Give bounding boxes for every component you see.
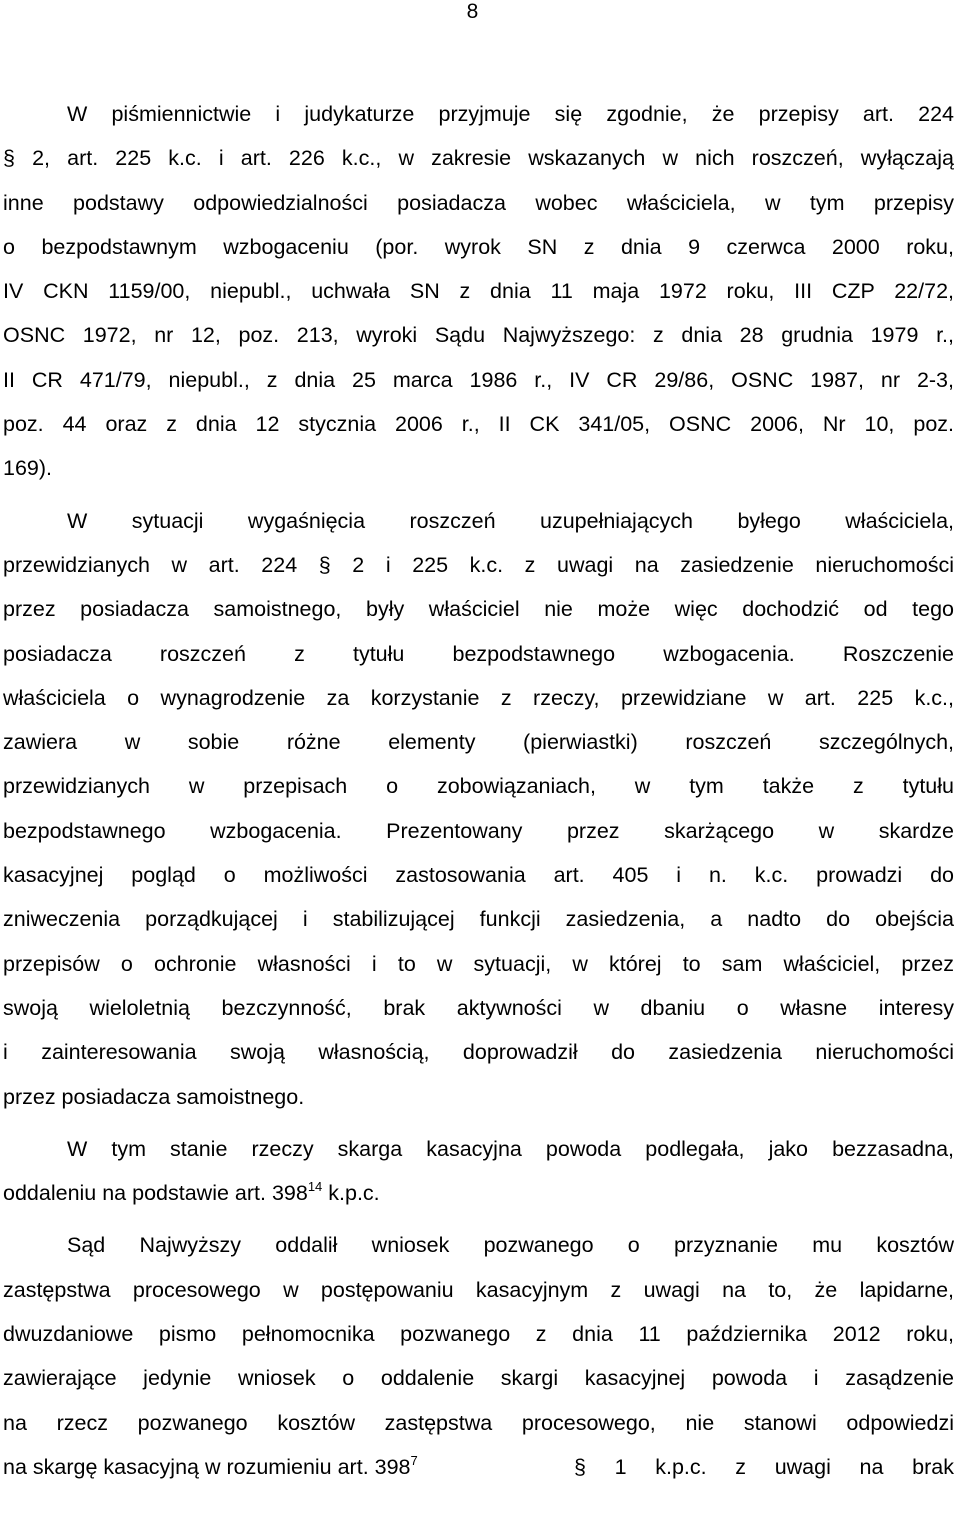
text-line: bezpodstawnego wzbogacenia. Prezentowany przez skarżącego w skardze bbox=[3, 818, 954, 843]
text-line: przewidzianych w przepisach o zobowiązaniach, w tym także z tytułu bbox=[3, 774, 954, 799]
text-line: II CR 471/79, niepubl., z dnia 25 marca 1986 r., IV CR 29/86, OSNC 1987, nr 2-3, bbox=[3, 367, 954, 392]
paragraph bbox=[3, 1223, 954, 1489]
text-line: przez posiadacza samoistnego, były właściciel nie może więc dochodzić od tego bbox=[3, 597, 954, 622]
text-line: przez posiadacza samoistnego. bbox=[3, 1084, 305, 1109]
text-line: 169). bbox=[3, 456, 53, 481]
text-line: posiadacza roszczeń z tytułu bezpodstawnego wzbogacenia. Roszczenie bbox=[3, 641, 954, 666]
word: brak bbox=[912, 1454, 954, 1479]
word: z bbox=[735, 1454, 747, 1479]
text-fragment bbox=[552, 1445, 954, 1489]
text-line: na rzecz pozwanego kosztów zastępstwa procesowego, nie stanowi odpowiedzi bbox=[3, 1410, 954, 1435]
text-line bbox=[3, 1445, 954, 1489]
text-line: właściciela o wynagrodzenie za korzystanie z rzeczy, przewidziane w art. 225 k.c., bbox=[3, 685, 954, 710]
text-line: IV CKN 1159/00, niepubl., uchwała SN z dnia 11 maja 1972 roku, III CZP 22/72, bbox=[3, 279, 954, 304]
text-line: OSNC 1972, nr 12, poz. 213, wyroki Sądu Najwyższego: z dnia 28 grudnia 1979 r., bbox=[3, 323, 954, 348]
text-line: W piśmiennictwie i judykaturze przyjmuje się zgodnie, że przepisy art. 224 bbox=[67, 102, 954, 126]
text-line: przepisów o ochronie własności i to w sytuacji, w której to sam właściciel, przez bbox=[3, 951, 954, 976]
text-line: poz. 44 oraz z dnia 12 stycznia 2006 r., II CK 341/05, OSNC 2006, Nr 10, poz. bbox=[3, 412, 954, 437]
word: uwagi bbox=[774, 1454, 831, 1479]
text-line: zawiera w sobie różne elementy (pierwiastki) roszczeń szczególnych, bbox=[3, 730, 954, 755]
text-line: swoją wieloletnią bezczynność, brak aktywności w dbaniu o własne interesy bbox=[3, 995, 954, 1020]
superscript: 14 bbox=[307, 1179, 323, 1195]
text-line: zniweczenia porządkującej i stabilizującej funkcji zasiedzenia, a nadto do obejścia bbox=[3, 907, 954, 932]
paragraph bbox=[3, 1127, 954, 1216]
text-line: Sąd Najwyższy oddalił wniosek pozwanego o przyznanie mu kosztów bbox=[67, 1233, 954, 1258]
text-fragment: oddaleniu na podstawie art. 398 bbox=[3, 1181, 308, 1206]
text-line: W sytuacji wygaśnięcia roszczeń uzupełniających byłego właściciela, bbox=[67, 508, 954, 533]
word: k.p.c. bbox=[655, 1454, 707, 1479]
superscript: 7 bbox=[410, 1452, 418, 1468]
paragraph bbox=[3, 499, 954, 1119]
text-line: § 2, art. 225 k.c. i art. 226 k.c., w zakresie wskazanych w nich roszczeń, wyłączają bbox=[3, 146, 954, 171]
text-line: zawierające jedynie wniosek o oddalenie skargi kasacyjnej powoda i zasądzenie bbox=[3, 1366, 954, 1391]
text-line: przewidzianych w art. 224 § 2 i 225 k.c. z uwagi na zasiedzenie nieruchomości bbox=[3, 552, 954, 577]
text-line: W tym stanie rzeczy skarga kasacyjna powoda podlegała, jako bezzasadna, bbox=[67, 1136, 954, 1161]
text-line: kasacyjnej pogląd o możliwości zastosowania art. 405 i n. k.c. prowadzi do bbox=[3, 863, 954, 888]
text-line: dwuzdaniowe pismo pełnomocnika pozwanego z dnia 11 października 2012 roku, bbox=[3, 1322, 954, 1347]
text-line: o bezpodstawnym wzbogaceniu (por. wyrok SN z dnia 9 czerwca 2000 roku, bbox=[3, 234, 954, 259]
text-fragment: k.p.c. bbox=[328, 1181, 380, 1206]
text-line bbox=[3, 1171, 954, 1215]
document-body bbox=[3, 92, 954, 1489]
text-line: inne podstawy odpowiedzialności posiadacza wobec właściciela, w tym przepisy bbox=[3, 190, 954, 215]
text-fragment: na skargę kasacyjną w rozumieniu art. 398 bbox=[3, 1454, 411, 1479]
word: na bbox=[859, 1454, 884, 1479]
word: 1 bbox=[614, 1454, 627, 1479]
word: § bbox=[574, 1454, 586, 1479]
text-line: i zainteresowania swoją własnością, doprowadził do zasiedzenia nieruchomości bbox=[3, 1040, 954, 1065]
paragraph bbox=[3, 92, 954, 491]
text-fragment bbox=[3, 1445, 418, 1489]
text-line: zastępstwa procesowego w postępowaniu kasacyjnym z uwagi na to, że lapidarne, bbox=[3, 1277, 954, 1302]
page-number: 8 bbox=[466, 0, 479, 23]
